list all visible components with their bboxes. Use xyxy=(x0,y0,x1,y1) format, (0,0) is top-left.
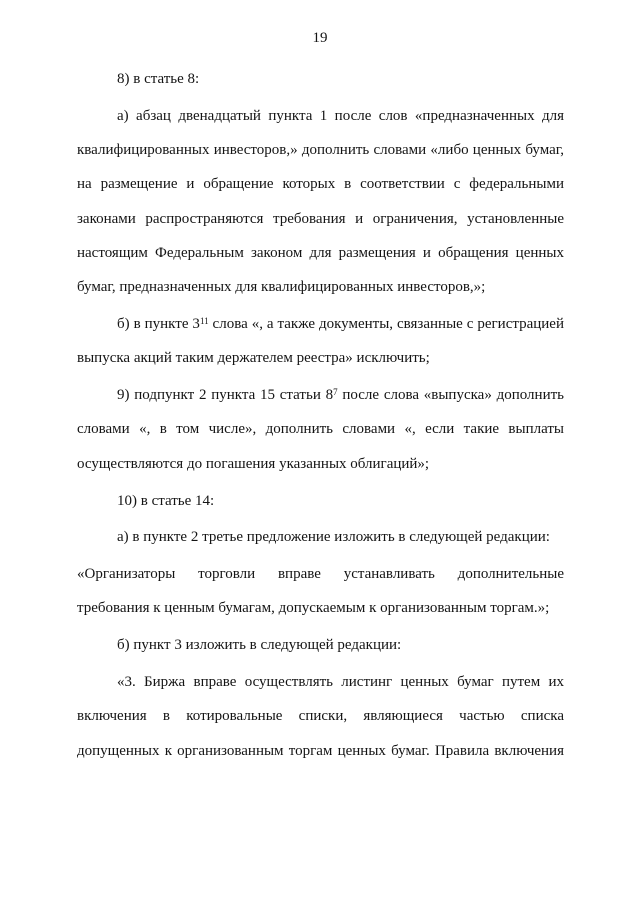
paragraph-text-part: после слова «выпуска» дополнить словами «, в том числе», дополнить словами «, если такие выплаты осуществляются до погашения указанных облигаций»; xyxy=(77,387,564,472)
superscript-index: 7 xyxy=(333,387,338,398)
paragraph-article-14: 10) в статье 14: xyxy=(117,492,215,509)
paragraph-subitem-b-point-3: б) пункт 3 изложить в следующей редакции: xyxy=(117,637,402,654)
paragraph-text-part: слова «, а также документы, связанные с регистрацией выпуска акций таким держателем реестра» исключить; xyxy=(77,316,564,367)
paragraph-quoted-exchange-listing: «3. Биржа вправе осуществлять листинг ценных бумаг путем их включения в котировальные списки, являющиеся частью списка допущенных к организованным торгам ценных бумаг. Правила включения xyxy=(77,674,564,759)
paragraph-text-part: б) в пункте 3 xyxy=(117,316,200,333)
page-number: 19 xyxy=(312,30,328,46)
paragraph-subitem-a-qualified-investors: а) абзац двенадцатый пункта 1 после слов «предназначенных для квалифицированных инвесторов,» дополнить словами «либо ценных бумаг, на размещение и обращение которых в соответствии с федеральными законами распространяются требования и ограничения, установленные настоящим Федеральным законом для размещения и обращения ценных бумаг, предназначенных для квалифицированных инвесторов,»; xyxy=(77,107,564,296)
document-body xyxy=(77,62,564,768)
paragraph-subitem-b-point-3-11 xyxy=(77,307,564,376)
paragraph-article-8: 8) в статье 8: xyxy=(117,71,200,87)
superscript-index: 11 xyxy=(199,316,209,327)
paragraph-text-part: 9) подпункт 2 пункта 15 статьи 8 xyxy=(117,387,334,404)
paragraph-quoted-organizers: «Организаторы торговли вправе устанавливать дополнительные требования к ценным бумагам, допускаемым к организованным торгам.»; xyxy=(77,566,564,617)
paragraph-subitem-a-point-2: а) в пункте 2 третье предложение изложить в следующей редакции: xyxy=(117,529,550,546)
paragraph-item-9 xyxy=(77,378,564,481)
